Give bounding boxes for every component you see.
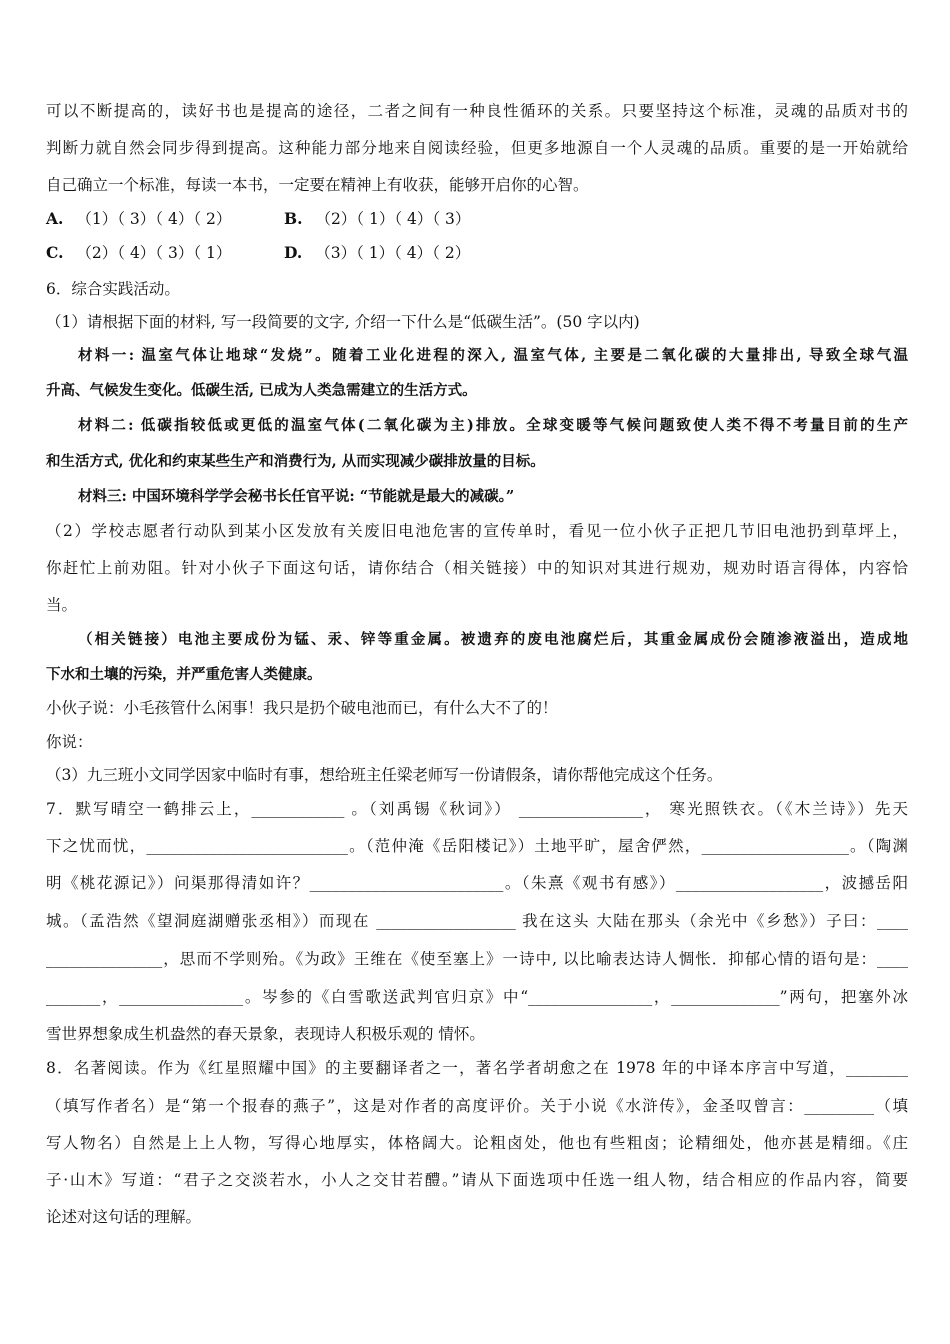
q6-part2-line: 你赶忙上前劝阻。针对小伙子下面这句话，请你结合（相关链接）中的知识对其进行规劝，规劝时语言得体，内容恰	[46, 559, 908, 577]
option-b	[284, 208, 470, 230]
q6-part2-line: 当。	[46, 596, 78, 614]
option-label: A.	[46, 209, 64, 228]
option-a	[46, 208, 231, 230]
q8-line: 论述对这句话的理解。	[46, 1208, 202, 1226]
passage-line: 可以不断提高的，读好书也是提高的途径，二者之间有一种良性循环的关系。只要坚持这个标准，灵魂的品质对书的	[46, 102, 908, 120]
q7-line: _______________，思而不学则殆。《为政》王维在《使至塞上》一诗中, 以比喻表达诗人惆怅．抑郁心情的语句是：____	[46, 950, 908, 968]
q7-line: _______，________________。岑参的《白雪歌送武判官归京》中“________________，______________”两句，把塞外冰	[46, 988, 908, 1006]
q8-line: 8．名著阅读。作为《红星照耀中国》的主要翻译者之一，著名学者胡愈之在 1978 年的中译本序言中写道，________	[46, 1059, 908, 1077]
q6-part1: （1）请根据下面的材料, 写一段简要的文字, 介绍一下什么是“低碳生活”。(50 字以内)	[46, 313, 640, 331]
option-label: C.	[46, 243, 64, 262]
related-link-line: （相关链接）电池主要成份为锰、汞、锌等重金属。被遗弃的废电池腐烂后，其重金属成份会随渗液溢出，造成地	[78, 631, 908, 648]
option-d	[284, 242, 470, 264]
option-label: D.	[284, 243, 303, 262]
option-label: B.	[284, 209, 303, 228]
q7-line: 雪世界想象成生机盎然的春天景象，表现诗人积极乐观的 情怀。	[46, 1025, 485, 1043]
q8-line: 子·山木》写道：“君子之交淡若水，小人之交甘若醴。”请从下面选项中任选一组人物，结合相应的作品内容，简要	[46, 1171, 908, 1189]
q8-line: （填写作者名）是“第一个报春的燕子”，这是对作者的高度评价。关于小说《水浒传》，金圣叹曾言：_________（填	[46, 1097, 908, 1115]
material-1-line: 升高、气候发生变化。低碳生活, 已成为人类急需建立的生活方式。	[46, 382, 477, 399]
material-3-line: 材料三: 中国环境科学学会秘书长任官平说: “节能就是最大的减碳。”	[78, 488, 515, 505]
material-2-line: 和生活方式, 优化和约束某些生产和消费行为, 从而实现减少碳排放量的目标。	[46, 453, 545, 470]
passage-line: 自己确立一个标准，每读一本书，一定要在精神上有收获，能够开启你的心智。	[46, 176, 589, 194]
related-link-line: 下水和土壤的污染，并严重危害人类健康。	[46, 666, 322, 683]
q6-part2-line: （2）学校志愿者行动队到某小区发放有关废旧电池危害的宣传单时，看见一位小伙子正把几节旧电池扔到草坪上，	[46, 522, 908, 540]
q7-line: 城。（孟浩然《望洞庭湖赠张丞相》）而现在 __________________ 我在这头 大陆在那头（余光中《乡愁》）子曰：____	[46, 912, 908, 930]
option-text: （3）（ 1）（ 4）（ 2）	[315, 244, 471, 262]
q7-line: 7．默写晴空一鹤排云上，____________ 。（刘禹锡《秋词》） ________________， 寒光照铁衣。（《木兰诗》）先天	[46, 800, 908, 818]
q7-line: 明《桃花源记》）问渠那得清如许？_________________________。（朱熹《观书有感》）___________________，波撼岳阳	[46, 874, 908, 892]
option-c	[46, 242, 231, 264]
young-man-quote: 小伙子说：小毛孩管什么闲事！我只是扔个破电池而已，有什么大不了的！	[46, 699, 558, 717]
q8-line: 写人物名）自然是上上人物，写得心地厚实，体格阔大。论粗卤处，他也有些粗卤；论精细处，他亦甚是精细。《庄	[46, 1134, 908, 1152]
material-1-line: 材料一: 温室气体让地球“发烧”。随着工业化进程的深入, 温室气体, 主要是二氧化碳的大量排出, 导致全球气温	[78, 347, 908, 364]
q6-part3: （3）九三班小文同学因家中临时有事，想给班主任梁老师写一份请假条，请你帮他完成这个任务。	[46, 766, 723, 784]
q6-title: 6．综合实践活动。	[46, 280, 180, 298]
passage-line: 判断力就自然会同步得到提高。这种能力部分地来自阅读经验，但更多地源自一个人灵魂的品质。重要的是一开始就给	[46, 139, 908, 157]
material-2-line: 材料二: 低碳指较低或更低的温室气体(二氧化碳为主)排放。全球变暖等气候问题致使人类不得不考量目前的生产	[78, 417, 908, 434]
option-text: （2）（ 4）（ 3）（ 1）	[76, 244, 232, 262]
you-say-label: 你说：	[46, 733, 93, 751]
option-text: （1）（ 3）（ 4）（ 2）	[76, 210, 232, 228]
q7-line: 下之忧而忧，__________________________。（范仲淹《岳阳楼记》）土地平旷，屋舍俨然，___________________。（陶渊	[46, 837, 908, 855]
option-text: （2）（ 1）（ 4）（ 3）	[315, 210, 471, 228]
